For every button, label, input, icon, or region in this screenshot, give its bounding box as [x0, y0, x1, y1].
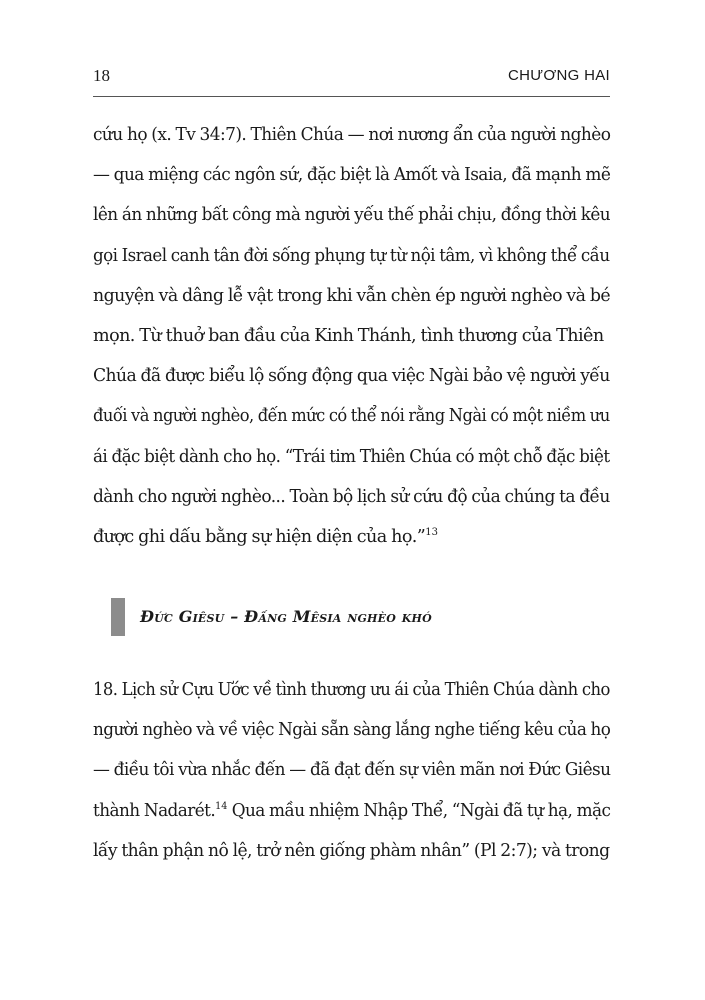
text-line	[93, 791, 611, 831]
text-line: gọi Israel canh tân đời sống phụng tự từ nội tâm, vì không thể cầu	[93, 245, 610, 266]
text-line-content: được ghi dấu bằng sự hiện diện của họ.”	[93, 526, 426, 547]
text-line: lấy thân phận nô lệ, trở nên giống phàm nhân” (Pl 2:7); và trong	[93, 840, 610, 861]
text-line-start: thành Nadarét.	[93, 800, 216, 821]
header-divider	[93, 96, 610, 97]
section-marker-bar	[111, 598, 125, 636]
text-line: cứu họ (x. Tv 34:7). Thiên Chúa — nơi nương ẩn của người nghèo	[93, 125, 611, 145]
text-line: mọn. Từ thuở ban đầu của Kinh Thánh, tình thương của Thiên	[93, 325, 604, 346]
text-line-end: Qua mầu nhiệm Nhập Thể, “Ngài đã tự hạ, mặc	[227, 800, 611, 821]
text-line: đuối và người nghèo, đến mức có thể nói rằng Ngài có một niềm ưu	[93, 406, 610, 427]
text-line: Chúa đã được biểu lộ sống động qua việc Ngài bảo vệ người yếu	[93, 366, 610, 387]
text-line: — qua miệng các ngôn sứ, đặc biệt là Amốt và Isaia, đã mạnh mẽ	[93, 165, 611, 186]
text-line: người nghèo và về việc Ngài sẵn sàng lắng nghe tiếng kêu của họ	[93, 720, 611, 741]
paragraph-continued	[93, 115, 610, 557]
text-line: nguyện và dâng lễ vật trong khi vẫn chèn ép người nghèo và bé	[93, 285, 611, 306]
footnote-ref-14[interactable]: 14	[215, 800, 228, 812]
section-heading: Đức Giêsu – Đấng Mêsia nghèo khó	[140, 607, 432, 626]
text-line: dành cho người nghèo... Toàn bộ lịch sử cứu độ của chúng ta đều	[93, 486, 610, 507]
text-line: ái đặc biệt dành cho họ. “Trái tim Thiên Chúa có một chỗ đặc biệt	[93, 446, 610, 467]
text-line: lên án những bất công mà người yếu thế phải chịu, đồng thời kêu	[93, 205, 611, 226]
chapter-running-head: CHƯƠNG HAI	[507, 67, 610, 84]
text-line: 18. Lịch sử Cựu Ước về tình thương ưu ái của Thiên Chúa dành cho	[93, 680, 610, 700]
text-line-last	[93, 517, 610, 557]
footnote-ref-13[interactable]: 13	[425, 526, 438, 538]
text-line: — điều tôi vừa nhắc đến — đã đạt đến sự viên mãn nơi Đức Giêsu	[93, 760, 611, 781]
page-number: 18	[93, 66, 110, 85]
paragraph-18	[93, 670, 610, 871]
